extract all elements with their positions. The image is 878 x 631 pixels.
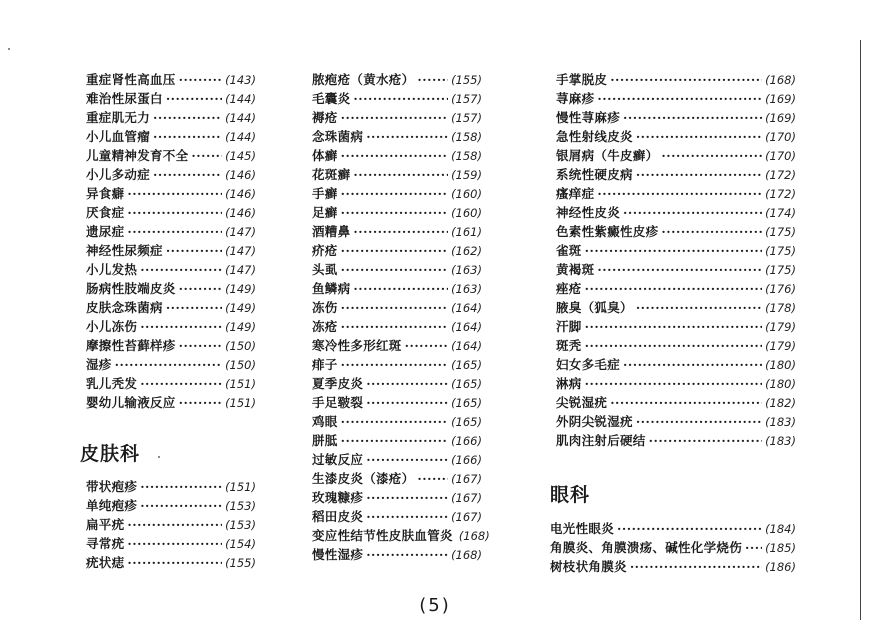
toc-entry [312, 108, 482, 127]
toc-entry-page: (157) [451, 111, 482, 125]
toc-entry [312, 184, 482, 203]
dot-leader [341, 203, 448, 222]
toc-entry [312, 165, 482, 184]
toc-entry [86, 108, 256, 127]
section-heading-ophthalmology: 眼科 [550, 484, 591, 506]
dot-leader [597, 184, 762, 203]
dot-leader [405, 336, 448, 355]
toc-entry-title: 小儿多动症 [86, 167, 151, 182]
toc-column-1-dermatology [86, 477, 256, 572]
toc-entry-title: 慢性湿疹 [312, 547, 364, 562]
toc-entry [550, 519, 796, 538]
dot-leader [115, 355, 222, 374]
toc-entry-page: (175) [765, 225, 796, 239]
dot-leader [179, 279, 222, 298]
dot-leader [585, 317, 762, 336]
toc-entry-title: 淋病 [556, 376, 582, 391]
toc-entry-title: 肌肉注射后硬结 [556, 433, 646, 448]
toc-entry [86, 515, 256, 534]
toc-entry-page: (186) [765, 560, 796, 574]
toc-entry-page: (160) [451, 206, 482, 220]
dot-leader [649, 431, 762, 450]
toc-entry [556, 374, 796, 393]
toc-entry [312, 260, 482, 279]
toc-entry [312, 507, 482, 526]
toc-entry-title: 酒糟鼻 [312, 224, 351, 239]
toc-entry-title: 皮肤念珠菌病 [86, 300, 163, 315]
toc-entry-title: 神经性皮炎 [556, 205, 621, 220]
toc-entry [86, 241, 256, 260]
toc-entry-page: (149) [225, 282, 256, 296]
toc-entry-page: (170) [765, 149, 796, 163]
toc-entry-page: (179) [765, 339, 796, 353]
toc-entry-page: (165) [451, 377, 482, 391]
toc-entry [86, 89, 256, 108]
toc-entry-title: 难治性尿蛋白 [86, 91, 163, 106]
toc-entry [312, 241, 482, 260]
dot-leader [140, 496, 222, 515]
dot-leader [127, 534, 222, 553]
toc-entry [86, 393, 256, 412]
page-number: (5) [419, 595, 451, 616]
toc-entry [312, 127, 482, 146]
toc-entry-title: 足癣 [312, 205, 338, 220]
dot-leader [661, 222, 762, 241]
toc-entry-title: 湿疹 [86, 357, 112, 372]
dot-leader [353, 165, 448, 184]
toc-entry [550, 557, 796, 576]
toc-entry-title: 摩擦性苔藓样疹 [86, 338, 176, 353]
toc-entry-title: 胼胝 [312, 433, 338, 448]
toc-entry [86, 146, 256, 165]
toc-entry-page: (159) [451, 168, 482, 182]
toc-entry [312, 469, 482, 488]
dot-leader [366, 127, 448, 146]
toc-entry-page: (162) [451, 244, 482, 258]
toc-entry-page: (154) [225, 537, 256, 551]
toc-entry [312, 431, 482, 450]
toc-entry [86, 184, 256, 203]
toc-entry-page: (165) [451, 415, 482, 429]
toc-entry-title: 肠病性肢端皮炎 [86, 281, 176, 296]
dot-leader [341, 412, 448, 431]
toc-entry-page: (146) [225, 206, 256, 220]
toc-entry-title: 疥疮 [312, 243, 338, 258]
toc-entry-page: (167) [451, 491, 482, 505]
dot-leader [153, 165, 222, 184]
dot-leader [341, 146, 448, 165]
toc-entry [86, 317, 256, 336]
toc-entry-title: 妇女多毛症 [556, 357, 621, 372]
toc-entry-page: (151) [225, 480, 256, 494]
toc-entry [86, 553, 256, 572]
binding-edge-line [860, 40, 861, 620]
toc-entry-title: 儿童精神发育不全 [86, 148, 189, 163]
scan-speck [8, 48, 10, 50]
toc-entry-title: 手足皲裂 [312, 395, 364, 410]
toc-entry-title: 小儿发热 [86, 262, 138, 277]
toc-entry-title: 色素性紫癜性皮疹 [556, 224, 659, 239]
toc-entry-page: (179) [765, 320, 796, 334]
toc-entry-page: (180) [765, 377, 796, 391]
toc-entry [86, 165, 256, 184]
dot-leader [366, 450, 448, 469]
toc-entry-title: 生漆皮炎（漆疮） [312, 471, 415, 486]
toc-entry-title: 脓疱疮（黄水疮） [312, 72, 415, 87]
toc-entry-title: 外阴尖锐湿疣 [556, 414, 633, 429]
toc-entry-page: (168) [458, 529, 490, 543]
toc-entry [312, 336, 482, 355]
toc-entry [556, 70, 796, 89]
toc-entry-page: (164) [451, 320, 482, 334]
toc-entry [86, 279, 256, 298]
toc-entry-title: 疣状痣 [86, 555, 125, 570]
dot-leader [585, 279, 762, 298]
toc-entry-page: (167) [451, 472, 482, 486]
toc-entry-title: 扁平疣 [86, 517, 125, 532]
toc-entry-title: 过敏反应 [312, 452, 364, 467]
toc-entry-page: (183) [765, 434, 796, 448]
toc-entry [312, 89, 482, 108]
toc-entry [556, 184, 796, 203]
dot-leader [353, 89, 448, 108]
toc-entry-title: 尖锐湿疣 [556, 395, 608, 410]
toc-entry-title: 异食癖 [86, 186, 125, 201]
toc-entry-page: (175) [765, 244, 796, 258]
toc-entry [312, 279, 482, 298]
toc-entry-page: (185) [765, 541, 796, 555]
dot-leader [623, 203, 762, 222]
toc-entry-page: (182) [765, 396, 796, 410]
dot-leader [366, 488, 448, 507]
dot-leader [617, 519, 762, 538]
scan-speck [158, 456, 160, 458]
toc-entry [556, 298, 796, 317]
toc-entry-page: (144) [225, 130, 256, 144]
dot-leader [191, 146, 222, 165]
toc-entry-title: 体癣 [312, 148, 338, 163]
toc-entry [312, 545, 482, 564]
toc-entry-title: 汗脚 [556, 319, 582, 334]
toc-entry [86, 336, 256, 355]
toc-entry [86, 355, 256, 374]
toc-entry [312, 317, 482, 336]
toc-entry-page: (147) [225, 225, 256, 239]
dot-leader [585, 336, 762, 355]
toc-entry-page: (166) [451, 434, 482, 448]
toc-entry [556, 317, 796, 336]
dot-leader [166, 298, 222, 317]
dot-leader [179, 336, 222, 355]
dot-leader [140, 317, 222, 336]
toc-entry [312, 526, 490, 545]
toc-entry-page: (169) [765, 111, 796, 125]
toc-entry [86, 70, 256, 89]
dot-leader [636, 127, 762, 146]
dot-leader [179, 70, 222, 89]
dot-leader [417, 469, 448, 488]
toc-entry [556, 393, 796, 412]
toc-entry-page: (147) [225, 244, 256, 258]
toc-entry-page: (166) [451, 453, 482, 467]
toc-entry-title: 系统性硬皮病 [556, 167, 633, 182]
toc-entry-page: (147) [225, 263, 256, 277]
dot-leader [153, 127, 222, 146]
dot-leader [341, 184, 448, 203]
toc-entry [312, 488, 482, 507]
toc-entry-page: (149) [225, 320, 256, 334]
toc-entry-title: 荨麻疹 [556, 91, 595, 106]
toc-entry-title: 单纯疱疹 [86, 498, 138, 513]
toc-entry-title: 冻伤 [312, 300, 338, 315]
dot-leader [623, 355, 762, 374]
toc-entry-page: (184) [765, 522, 796, 536]
dot-leader [597, 260, 762, 279]
toc-entry [556, 279, 796, 298]
toc-entry-title: 鱼鳞病 [312, 281, 351, 296]
toc-entry-title: 念珠菌病 [312, 129, 364, 144]
toc-entry-page: (158) [451, 130, 482, 144]
toc-entry-title: 雀斑 [556, 243, 582, 258]
toc-entry-title: 重症肾性高血压 [86, 72, 176, 87]
toc-entry-page: (150) [225, 339, 256, 353]
toc-entry [86, 298, 256, 317]
toc-column-3-ophthalmology [550, 519, 796, 576]
toc-entry-title: 褥疮 [312, 110, 338, 125]
toc-entry [556, 336, 796, 355]
dot-leader [127, 203, 222, 222]
toc-entry-title: 鸡眼 [312, 414, 338, 429]
toc-entry-page: (167) [451, 510, 482, 524]
toc-entry-title: 慢性荨麻疹 [556, 110, 621, 125]
toc-entry-page: (178) [765, 301, 796, 315]
dot-leader [597, 89, 762, 108]
dot-leader [636, 412, 762, 431]
toc-entry-title: 角膜炎、角膜溃疡、碱性化学烧伤 [550, 540, 743, 555]
dot-leader [636, 165, 762, 184]
toc-entry-page: (157) [451, 92, 482, 106]
toc-entry-title: 小儿血管瘤 [86, 129, 151, 144]
dot-leader [630, 557, 762, 576]
toc-entry-page: (176) [765, 282, 796, 296]
toc-entry-page: (155) [451, 73, 482, 87]
toc-entry [312, 412, 482, 431]
toc-entry-page: (168) [451, 548, 482, 562]
toc-entry-page: (144) [225, 111, 256, 125]
toc-entry-title: 婴幼儿输液反应 [86, 395, 176, 410]
toc-entry-page: (150) [225, 358, 256, 372]
toc-entry-title: 瘙痒症 [556, 186, 595, 201]
toc-entry [312, 298, 482, 317]
dot-leader [166, 241, 222, 260]
toc-entry [556, 127, 796, 146]
toc-entry-page: (143) [225, 73, 256, 87]
toc-entry-title: 树枝状角膜炎 [550, 559, 627, 574]
toc-entry-title: 变应性结节性皮肤血管炎 [312, 528, 453, 543]
toc-entry-title: 夏季皮炎 [312, 376, 364, 391]
toc-entry-page: (183) [765, 415, 796, 429]
dot-leader [353, 222, 448, 241]
dot-leader [366, 374, 448, 393]
toc-entry [556, 431, 796, 450]
toc-entry [86, 127, 256, 146]
dot-leader [341, 431, 448, 450]
toc-entry [556, 260, 796, 279]
toc-entry-title: 神经性尿频症 [86, 243, 163, 258]
toc-entry-page: (169) [765, 92, 796, 106]
dot-leader [341, 241, 448, 260]
dot-leader [153, 108, 222, 127]
toc-entry [86, 222, 256, 241]
dot-leader [341, 317, 448, 336]
toc-entry-page: (165) [451, 358, 482, 372]
toc-entry-title: 重症肌无力 [86, 110, 151, 125]
toc-entry [556, 108, 796, 127]
toc-entry-title: 乳儿秃发 [86, 376, 138, 391]
toc-entry [556, 355, 796, 374]
toc-entry-title: 头虱 [312, 262, 338, 277]
toc-entry-title: 黄褐斑 [556, 262, 595, 277]
toc-entry [86, 496, 256, 515]
toc-entry [86, 203, 256, 222]
toc-entry-title: 带状疱疹 [86, 479, 138, 494]
dot-leader [341, 260, 448, 279]
toc-entry-title: 痤疮 [556, 281, 582, 296]
dot-leader [366, 507, 448, 526]
toc-entry [86, 374, 256, 393]
toc-entry-page: (174) [765, 206, 796, 220]
dot-leader [127, 553, 222, 572]
dot-leader [140, 374, 222, 393]
toc-entry-page: (146) [225, 168, 256, 182]
dot-leader [127, 515, 222, 534]
toc-entry-page: (163) [451, 263, 482, 277]
dot-leader [366, 545, 448, 564]
dot-leader [585, 374, 762, 393]
toc-column-1 [86, 70, 256, 412]
toc-entry-page: (170) [765, 130, 796, 144]
dot-leader [127, 184, 222, 203]
toc-entry [312, 203, 482, 222]
toc-entry [550, 538, 796, 557]
dot-leader [636, 298, 762, 317]
toc-entry [556, 203, 796, 222]
toc-entry-title: 寻常疣 [86, 536, 125, 551]
toc-entry-page: (165) [451, 396, 482, 410]
toc-entry [556, 222, 796, 241]
toc-entry-page: (172) [765, 168, 796, 182]
dot-leader [585, 241, 762, 260]
dot-leader [140, 260, 222, 279]
toc-entry [86, 534, 256, 553]
toc-entry [312, 355, 482, 374]
toc-entry-title: 小儿冻伤 [86, 319, 138, 334]
toc-entry-page: (145) [225, 149, 256, 163]
toc-entry-page: (163) [451, 282, 482, 296]
toc-entry-title: 寒冷性多形红斑 [312, 338, 402, 353]
dot-leader [179, 393, 222, 412]
toc-entry [312, 146, 482, 165]
toc-entry-title: 遗尿症 [86, 224, 125, 239]
toc-entry-page: (153) [225, 499, 256, 513]
toc-entry-page: (146) [225, 187, 256, 201]
dot-leader [127, 222, 222, 241]
toc-entry-page: (144) [225, 92, 256, 106]
dot-leader [341, 108, 448, 127]
toc-entry-page: (158) [451, 149, 482, 163]
toc-entry-page: (161) [451, 225, 482, 239]
toc-entry-page: (149) [225, 301, 256, 315]
toc-entry-title: 毛囊炎 [312, 91, 351, 106]
toc-entry-page: (180) [765, 358, 796, 372]
toc-entry [86, 477, 256, 496]
toc-entry-page: (164) [451, 301, 482, 315]
dot-leader [140, 477, 222, 496]
toc-entry [312, 450, 482, 469]
toc-entry-title: 手掌脱皮 [556, 72, 608, 87]
toc-entry-page: (153) [225, 518, 256, 532]
dot-leader [353, 279, 448, 298]
toc-entry-title: 稻田皮炎 [312, 509, 364, 524]
toc-entry-page: (151) [225, 377, 256, 391]
toc-entry-title: 花斑癣 [312, 167, 351, 182]
toc-entry [556, 241, 796, 260]
toc-entry-page: (164) [451, 339, 482, 353]
dot-leader [366, 393, 448, 412]
section-heading-dermatology: 皮肤科 [80, 443, 141, 465]
toc-entry-page: (151) [225, 396, 256, 410]
toc-entry-title: 痱子 [312, 357, 338, 372]
toc-entry-title: 斑秃 [556, 338, 582, 353]
dot-leader [610, 393, 762, 412]
dot-leader [166, 89, 222, 108]
toc-entry [312, 222, 482, 241]
toc-entry [312, 393, 482, 412]
toc-entry [556, 146, 796, 165]
toc-entry-title: 手癣 [312, 186, 338, 201]
dot-leader [417, 70, 448, 89]
toc-entry-title: 腋臭（狐臭） [556, 300, 633, 315]
toc-entry [556, 89, 796, 108]
toc-entry [312, 374, 482, 393]
dot-leader [341, 298, 448, 317]
toc-entry-title: 电光性眼炎 [550, 521, 615, 536]
toc-entry [556, 412, 796, 431]
toc-entry-page: (168) [765, 73, 796, 87]
toc-entry-title: 冻疮 [312, 319, 338, 334]
toc-column-2 [312, 70, 490, 564]
dot-leader [661, 146, 762, 165]
toc-entry-page: (175) [765, 263, 796, 277]
toc-entry-title: 玫瑰糠疹 [312, 490, 364, 505]
toc-entry-title: 急性射线皮炎 [556, 129, 633, 144]
dot-leader [623, 108, 762, 127]
dot-leader [610, 70, 762, 89]
toc-entry-title: 厌食症 [86, 205, 125, 220]
dot-leader [341, 355, 448, 374]
toc-entry-page: (160) [451, 187, 482, 201]
toc-entry-page: (172) [765, 187, 796, 201]
toc-column-3 [556, 70, 796, 450]
toc-entry-page: (155) [225, 556, 256, 570]
dot-leader [745, 538, 762, 557]
toc-entry [86, 260, 256, 279]
toc-entry-title: 银屑病（牛皮癣） [556, 148, 659, 163]
toc-entry [556, 165, 796, 184]
toc-entry [312, 70, 482, 89]
